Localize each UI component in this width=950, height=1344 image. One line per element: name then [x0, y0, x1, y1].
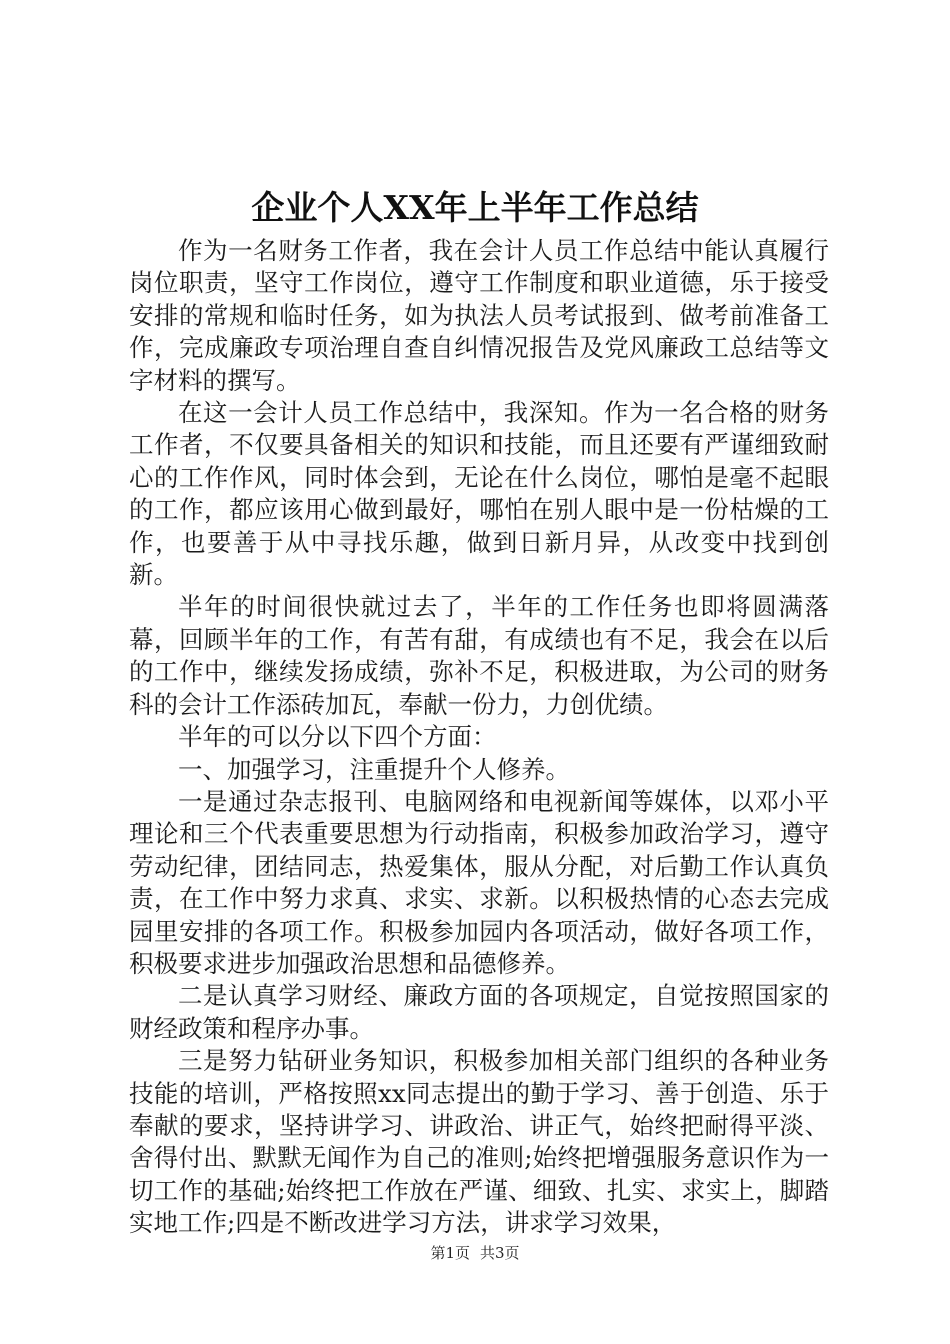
- document-title: 企业个人XX年上半年工作总结: [251, 188, 699, 227]
- paragraph: 作为一名财务工作者，我在会计人员工作总结中能认真履行岗位职责，坚守工作岗位，遵守工作制度和职业道德，乐于接受安排的常规和临时任务，如为执法人员考试报到、做考前准备工作，完成廉政专项治理自查自纠情况报告及党风廉政工总结等文字材料的撰写。: [129, 236, 829, 395]
- document-body: [129, 235, 829, 1240]
- paragraph: 半年的可以分以下四个方面：: [178, 722, 497, 752]
- page-total: 共3页: [480, 1244, 520, 1262]
- page-current: 第1页: [430, 1244, 470, 1262]
- paragraph: 在这一会计人员工作总结中，我深知。作为一名合格的财务工作者，不仅要具备相关的知识和技能，而且还要有严谨细致耐心的工作作风，同时体会到，无论在什么岗位，哪怕是毫不起眼的工作，都应该用心做到最好，哪怕在别人眼中是一份枯燥的工作，也要善于从中寻找乐趣，做到日新月异，从改变中找到创新。: [129, 398, 829, 590]
- paragraph: 二是认真学习财经、廉政方面的各项规定，自觉按照国家的财经政策和程序办事。: [129, 981, 829, 1043]
- page-number-footer: [0, 1243, 950, 1263]
- section-heading: 一、加强学习，注重提升个人修养。: [178, 754, 570, 784]
- paragraph: 一是通过杂志报刊、电脑网络和电视新闻等媒体，以邓小平理论和三个代表重要思想为行动指南，积极参加政治学习，遵守劳动纪律，团结同志，热爱集体，服从分配，对后勤工作认真负责，在工作中努力求真、求实、求新。以积极热情的心态去完成园里安排的各项工作。积极参加园内各项活动，做好各项工作，积极要求进步加强政治思想和品德修养。: [129, 786, 829, 978]
- paragraph: 半年的时间很快就过去了，半年的工作任务也即将圆满落幕，回顾半年的工作，有苦有甜，有成绩也有不足，我会在以后的工作中，继续发扬成绩，弥补不足，积极进取，为公司的财务科的会计工作添砖加瓦，奉献一份力，力创优绩。: [129, 592, 829, 719]
- paragraph: 三是努力钻研业务知识，积极参加相关部门组织的各种业务技能的培训，严格按照xx同志提出的勤于学习、善于创造、乐于奉献的要求，坚持讲学习、讲政治、讲正气，始终把耐得平淡、舍得付出、默默无闻作为自己的准则;始终把增强服务意识作为一切工作的基础;始终把工作放在严谨、细致、扎实、求实上，脚踏实地工作;四是不断改进学习方法，讲求学习效果，: [129, 1046, 829, 1238]
